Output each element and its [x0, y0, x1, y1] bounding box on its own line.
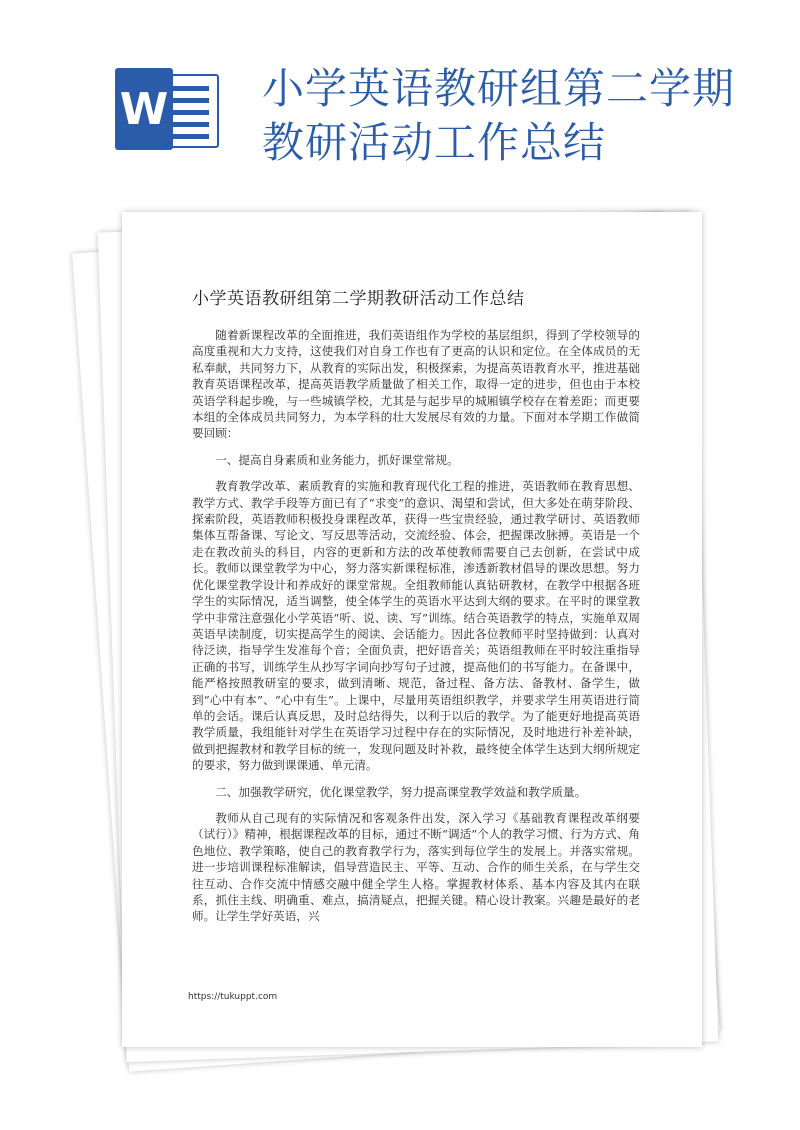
word-letter-badge: W: [115, 68, 173, 150]
section-heading-2: 二、加强教学研究，优化课堂教学，努力提高课堂教学效益和教学质量。: [215, 784, 587, 799]
document-page: [122, 212, 702, 1047]
section-1-paragraph: 教育教学改革、素质教育的实施和教育现代化工程的推进，英语教师在教育思想、教学方式、教学手段等方面已有了“求变”的意识、渴望和尝试，但大多处在萌芽阶段、探索阶段，英语教师积极投身课程改革，获得一些宝贵经验，通过教学研讨、英语教师集体互帮备课、写论文、写反思等活动，交流经验、体会，把握课改脉搏。英语是一个走在教改前头的科目，内容的更新和方法的改革使教师需要自己去创新，在尝试中成长。教师以课堂教学为中心，努力落实新课程标准，渗透新教材倡导的课改思想。努力优化课堂教学设计和养成好的课堂常规。全组教师能认真钻研教材，在教学中根据各班学生的实际情况，适当调整，使全体学生的英语水平达到大纲的要求。在平时的课堂教学中非常注意强化小学英语“听、说、读、写”训练。结合英语教学的特点，实施单双周英语早读制度，切实提高学生的阅读、会话能力。因此各位教师平时坚持做到：认真对待泛读，指导学生发准每个音；全面负责，把好语音关；英语组教师在平时较注重指导正确的书写，训练学生从抄写字词向抄写句子过渡，提高他们的书写能力。在备课中，能严格按照教研室的要求，做到清晰、规范，备过程、备方法、备教材、备学生，做到“心中有本”、“心中有生”。上课中，尽量用英语组织教学，并要求学生用英语进行简单的会话。课后认真反思，及时总结得失，以利于以后的教学。为了能更好地提高英语教学质量，我组能针对学生在英语学习过程中存在的实际情况，及时地进行补差补缺，做到把握教材和教学目标的统一，发现问题及时补救，最终使全体学生达到大纲所规定的要求，努力做到课课通、单元清。: [192, 479, 640, 773]
section-2-paragraph: 教师从自己现有的实际情况和客观条件出发，深入学习《基础教育课程改革纲要（试行）》精神，根据课程改革的目标，通过不断“调适”个人的教学习惯、行为方式、角色地位、教学策略，使自己的教育教学行为，落实到每位学生的发展上。并落实常规。进一步培训课程标准解读，倡导营造民主、平等、互动、合作的师生关系，在与学生交往互动、合作交流中情感交融中健全学生人格。掌握教材体系、基本内容及其内在联系，抓住主线、明确重、难点，搞清疑点，把握关键。精心设计教案。兴趣是最好的老师。让学生学好英语，兴: [192, 810, 640, 924]
intro-paragraph: 随着新课程改革的全面推进，我们英语组作为学校的基层组织，得到了学校领导的高度重视和大力支持，这使我们对自身工作也有了更高的认识和定位。在全体成员的无私奉献，共同努力下，从教育的实际出发，积极探索，为提高英语教育水平，推进基础教育英语课程改革，提高英语教学质量做了相关工作，取得一定的进步，但也由于本校英语学科起步晚，与一些城镇学校，尤其是与起步早的城厢镇学校存在着差距；而更要本组的全体成员共同努力，为本学科的壮大发展尽有效的力量。下面对本学期工作做简要回顾：: [192, 328, 640, 441]
word-document-icon: [115, 68, 215, 150]
document-title: 小学英语教研组第二学期教研活动工作总结: [192, 289, 525, 309]
document-body: [192, 327, 640, 928]
section-heading-1: 一、提高自身素质和业务能力，抓好课堂常规。: [215, 452, 459, 467]
footer-url: https://tukuppt.com: [188, 992, 278, 1002]
cover-title: 小学英语教研组第二学期教研活动工作总结: [262, 64, 736, 167]
